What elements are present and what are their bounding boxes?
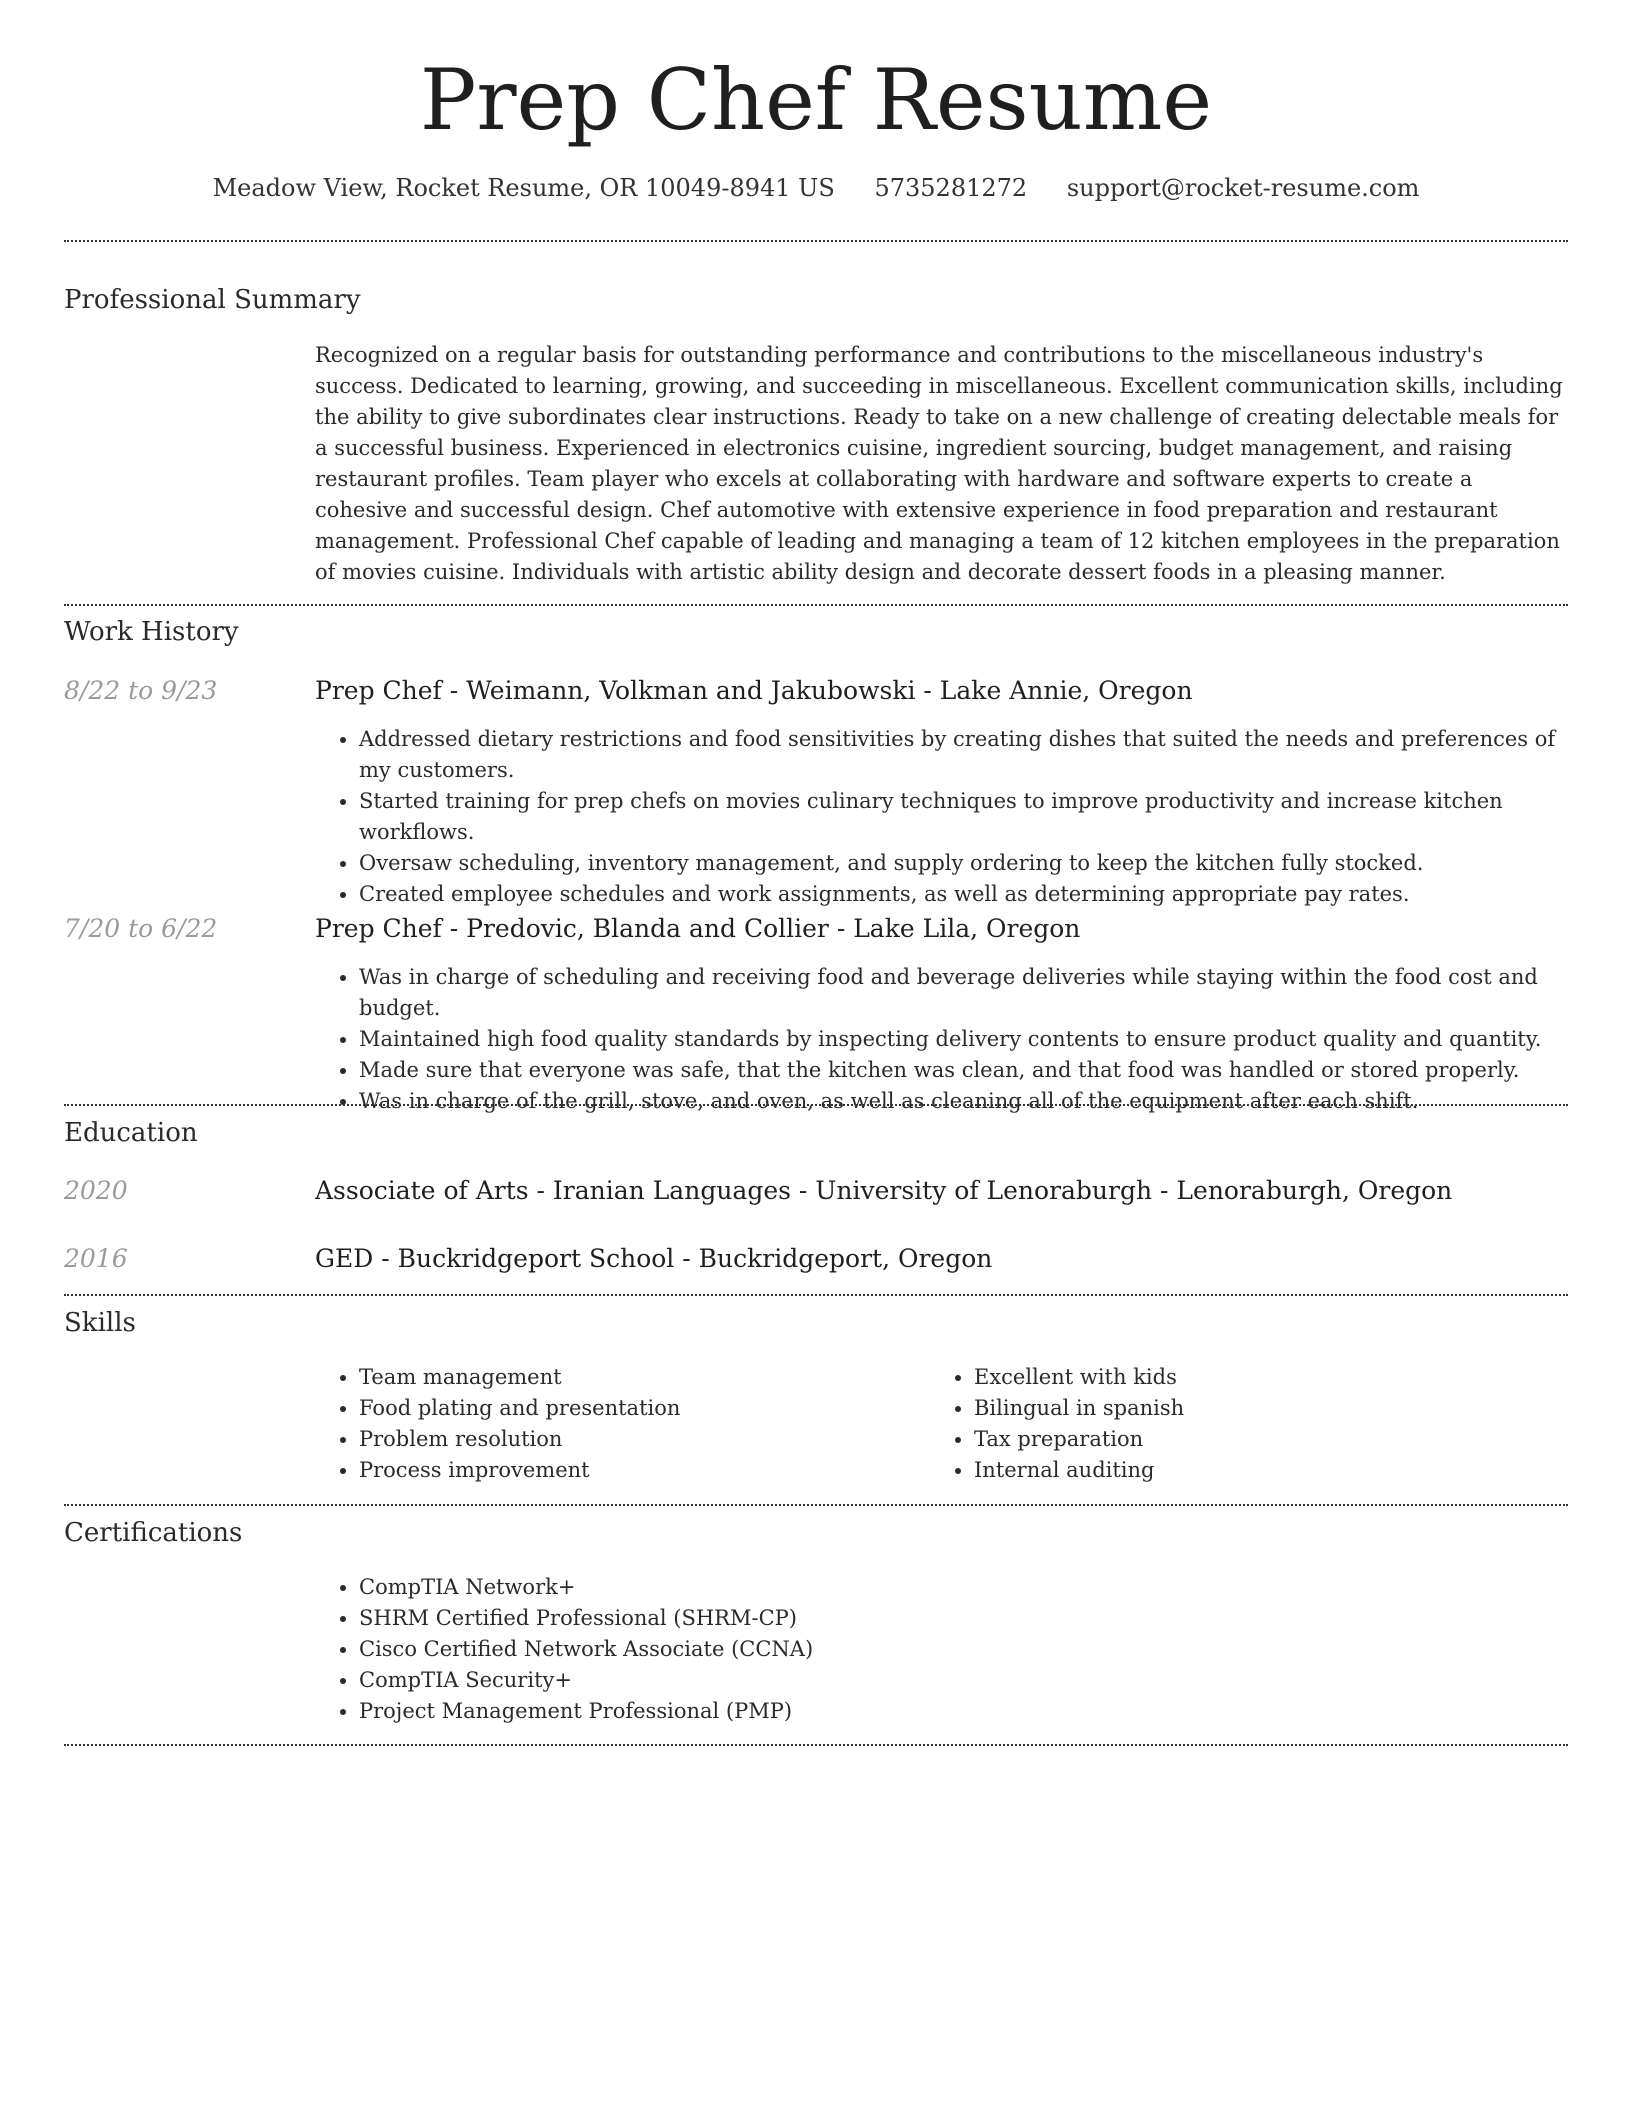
job-dates: 8/22 to 9/23 xyxy=(64,676,218,705)
education-entry: Associate of Arts - Iranian Languages - University of Lenoraburgh - Lenoraburgh, Oregon xyxy=(315,1176,1453,1205)
list-item: • Food plating and presentation xyxy=(359,1393,919,1424)
list-item: • CompTIA Security+ xyxy=(359,1665,1259,1696)
summary-heading: Professional Summary xyxy=(64,285,361,315)
contact-email: support@rocket-resume.com xyxy=(1066,174,1420,202)
list-item: • CompTIA Network+ xyxy=(359,1572,1259,1603)
section-divider xyxy=(64,1104,1568,1106)
list-item: • Cisco Certified Network Associate (CCNA) xyxy=(359,1634,1259,1665)
section-divider xyxy=(64,240,1568,242)
contact-address: Meadow View, Rocket Resume, OR 10049-8941 US xyxy=(212,174,835,202)
list-item: • Was in charge of the grill, stove, and oven, as well as cleaning all of the equipment after each shift. xyxy=(359,1086,1571,1117)
list-item: • Bilingual in spanish xyxy=(974,1393,1534,1424)
list-item: • Created employee schedules and work assignments, as well as determining appropriate pay rates. xyxy=(359,879,1571,910)
job-title: Prep Chef - Weimann, Volkman and Jakubowski - Lake Annie, Oregon xyxy=(315,676,1193,705)
education-year: 2020 xyxy=(64,1176,128,1205)
list-item: • Made sure that everyone was safe, that the kitchen was clean, and that food was handled or stored properly. xyxy=(359,1055,1571,1086)
certifications-heading: Certifications xyxy=(64,1518,243,1548)
job-bullets xyxy=(315,962,1571,1117)
summary-text: Recognized on a regular basis for outstanding performance and contributions to the miscellaneous industry's success. Dedicated to learning, growing, and succeeding in miscellaneous. Excellent communication skills, including the ability to give subordinates clear instructions. Ready to take on a new challenge of creating delectable meals for a successful business. Experienced in electronics cuisine, ingredient sourcing, budget management, and raising restaurant profiles. Team player who excels at collaborating with hardware and software experts to create a cohesive and successful design. Chef automotive with extensive experience in food preparation and restaurant management. Professional Chef capable of leading and managing a team of 12 kitchen employees in the preparation of movies cuisine. Individuals with artistic ability design and decorate dessert foods in a pleasing manner. xyxy=(315,343,1563,584)
list-item: • Project Management Professional (PMP) xyxy=(359,1696,1259,1727)
list-item: • Process improvement xyxy=(359,1455,919,1486)
skills-list-left xyxy=(315,1362,919,1486)
education-entry: GED - Buckridgeport School - Buckridgeport, Oregon xyxy=(315,1244,993,1273)
contact-phone: 5735281272 xyxy=(874,174,1028,202)
education-heading: Education xyxy=(64,1118,198,1148)
education-year: 2016 xyxy=(64,1244,128,1273)
section-divider xyxy=(64,1504,1568,1506)
list-item: • Addressed dietary restrictions and food sensitivities by creating dishes that suited the needs and preferences of my customers. xyxy=(359,724,1571,786)
list-item: • Maintained high food quality standards by inspecting delivery contents to ensure product quality and quantity. xyxy=(359,1024,1571,1055)
work-history-heading: Work History xyxy=(64,617,239,647)
list-item: • Excellent with kids xyxy=(974,1362,1534,1393)
list-item: • Started training for prep chefs on movies culinary techniques to improve productivity and increase kitchen workflows. xyxy=(359,786,1571,848)
certifications-list xyxy=(315,1572,1259,1727)
list-item: • Team management xyxy=(359,1362,919,1393)
list-item: • SHRM Certified Professional (SHRM-CP) xyxy=(359,1603,1259,1634)
list-item: • Oversaw scheduling, inventory management, and supply ordering to keep the kitchen fully stocked. xyxy=(359,848,1571,879)
list-item: • Problem resolution xyxy=(359,1424,919,1455)
list-item: • Tax preparation xyxy=(974,1424,1534,1455)
job-dates: 7/20 to 6/22 xyxy=(64,914,218,943)
skills-list-right xyxy=(930,1362,1534,1486)
job-bullets xyxy=(315,724,1571,910)
section-divider xyxy=(64,1294,1568,1296)
list-item: • Internal auditing xyxy=(974,1455,1534,1486)
skills-heading: Skills xyxy=(64,1308,136,1338)
job-title: Prep Chef - Predovic, Blanda and Collier - Lake Lila, Oregon xyxy=(315,914,1081,943)
section-divider xyxy=(64,1744,1568,1746)
list-item: • Was in charge of scheduling and receiving food and beverage deliveries while staying within the food cost and budget. xyxy=(359,962,1571,1024)
section-divider xyxy=(64,604,1568,606)
resume-title: Prep Chef Resume xyxy=(419,51,1213,149)
contact-line xyxy=(0,170,1632,206)
